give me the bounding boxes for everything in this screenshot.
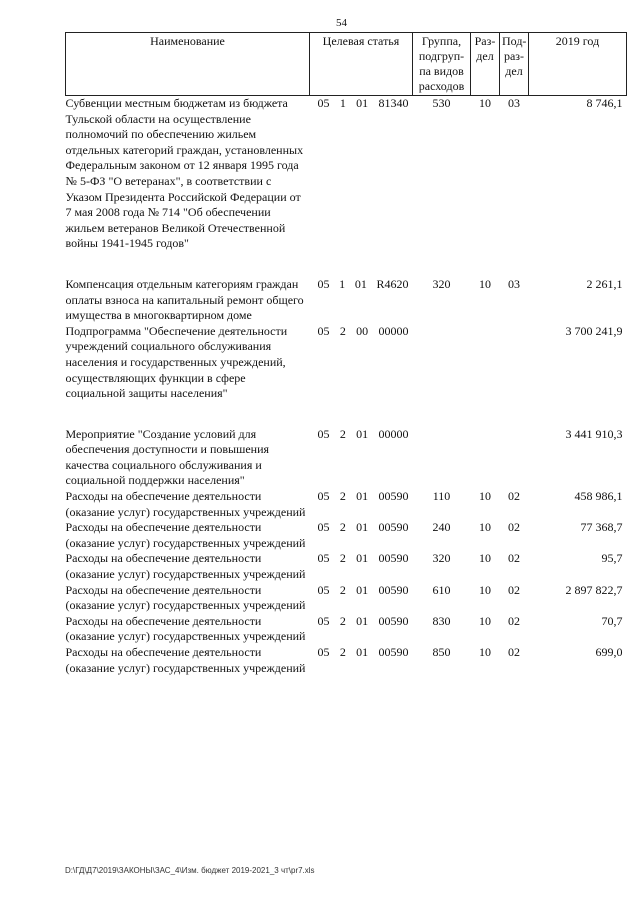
target-article-parts bbox=[312, 614, 411, 630]
row-expense-group: 240 bbox=[432, 520, 451, 535]
target-article-part: R4620 bbox=[376, 276, 409, 291]
row-section: 10 bbox=[479, 613, 491, 628]
target-article-parts bbox=[312, 551, 411, 567]
budget-table bbox=[65, 32, 627, 676]
row-expense-group: 830 bbox=[432, 613, 451, 628]
target-article-parts bbox=[312, 645, 411, 661]
row-section: 10 bbox=[479, 276, 491, 291]
row-name: Субвенции местным бюджетам из бюджета Тульской области на осуществление полномочий по обеспечению жильем отдельных категорий граждан, установленных Федеральным законом от 12 января 1995 года № 5-ФЗ "О ветеранах", в соответствии с Указом Президента Российской Федерации от 7 мая 2008 года № 714 "Об обеспечении жильем ветеранов Великой Отечественной войны 1941-1945 годов" bbox=[65, 96, 304, 251]
row-amount-2019: 8 746,1 bbox=[586, 96, 623, 110]
table-row bbox=[66, 489, 627, 520]
target-article-part: 00590 bbox=[378, 582, 409, 597]
row-amount-2019: 3 441 910,3 bbox=[565, 426, 623, 441]
row-amount-2019: 699,0 bbox=[595, 645, 623, 659]
target-article-part: 00000 bbox=[378, 426, 409, 441]
header-line: дел bbox=[505, 64, 523, 78]
target-article-part: 05 bbox=[317, 520, 330, 535]
target-article-part: 00590 bbox=[378, 613, 409, 628]
target-article-part: 01 bbox=[356, 613, 369, 628]
row-subsection: 02 bbox=[508, 645, 520, 659]
table-row bbox=[66, 583, 627, 614]
row-name: Мероприятие "Создание условий для обеспечения доступности и повышения качества социального обслуживания и социальной поддержки населения" bbox=[65, 426, 270, 488]
row-amount-2019: 95,7 bbox=[601, 551, 623, 566]
row-name: Расходы на обеспечение деятельности (оказание услуг) государственных учреждений bbox=[65, 613, 306, 644]
row-expense-group bbox=[413, 324, 471, 427]
target-article-part: 05 bbox=[317, 323, 330, 338]
row-target-article bbox=[310, 520, 413, 551]
target-article-part: 01 bbox=[356, 96, 369, 110]
row-target-article bbox=[310, 551, 413, 582]
header-year: 2019 год bbox=[529, 33, 627, 96]
target-article-part: 2 bbox=[339, 520, 346, 535]
target-article-parts bbox=[312, 489, 411, 505]
table-row bbox=[66, 645, 627, 676]
table-row bbox=[66, 427, 627, 489]
row-section: 10 bbox=[479, 520, 491, 535]
target-article-part: 00000 bbox=[378, 323, 409, 338]
table-row bbox=[66, 324, 627, 427]
row-target-article bbox=[310, 324, 413, 427]
target-article-part: 01 bbox=[354, 276, 367, 291]
target-article-part: 05 bbox=[317, 426, 330, 441]
row-amount-2019: 2 897 822,7 bbox=[565, 582, 623, 597]
target-article-part: 05 bbox=[317, 551, 330, 566]
target-article-parts bbox=[312, 324, 411, 340]
target-article-parts bbox=[312, 96, 411, 112]
header-subsection bbox=[500, 33, 529, 96]
target-article-part: 05 bbox=[317, 489, 330, 504]
row-subsection: 02 bbox=[508, 582, 520, 597]
target-article-part: 01 bbox=[356, 489, 369, 504]
header-line: дел bbox=[476, 49, 494, 63]
target-article-part: 00590 bbox=[378, 489, 409, 504]
target-article-part: 00590 bbox=[378, 551, 409, 566]
row-section: 10 bbox=[479, 489, 491, 504]
row-target-article bbox=[310, 645, 413, 676]
target-article-part: 01 bbox=[356, 551, 369, 566]
row-section bbox=[471, 427, 500, 489]
row-amount-2019: 2 261,1 bbox=[586, 276, 623, 291]
row-target-article bbox=[310, 427, 413, 489]
target-article-part: 00 bbox=[356, 323, 369, 338]
row-target-article bbox=[310, 583, 413, 614]
row-name: Расходы на обеспечение деятельности (оказание услуг) государственных учреждений bbox=[65, 520, 306, 550]
row-amount-2019: 77 368,7 bbox=[580, 520, 623, 535]
row-subsection bbox=[500, 427, 529, 489]
target-article-part: 2 bbox=[339, 489, 346, 504]
target-article-part: 1 bbox=[339, 276, 346, 291]
table-row bbox=[66, 96, 627, 277]
row-section: 10 bbox=[479, 645, 491, 659]
row-subsection: 02 bbox=[508, 489, 520, 504]
target-article-part: 05 bbox=[317, 613, 330, 628]
header-line: па видов bbox=[419, 64, 464, 78]
row-subsection: 02 bbox=[508, 551, 520, 566]
target-article-part: 00590 bbox=[378, 645, 409, 659]
row-name: Расходы на обеспечение деятельности (оказание услуг) государственных учреждений bbox=[65, 645, 306, 675]
target-article-part: 2 bbox=[339, 551, 346, 566]
target-article-part: 1 bbox=[339, 96, 346, 110]
row-amount-2019: 3 700 241,9 bbox=[565, 323, 623, 338]
target-article-part: 2 bbox=[339, 323, 346, 338]
target-article-part: 2 bbox=[339, 426, 346, 441]
row-subsection: 02 bbox=[508, 520, 520, 535]
page-number: 54 bbox=[336, 17, 347, 29]
target-article-part: 81340 bbox=[378, 96, 409, 110]
target-article-part: 05 bbox=[317, 96, 330, 110]
header-line: раз- bbox=[503, 49, 525, 63]
header-line: Под- bbox=[502, 34, 527, 48]
row-section: 10 bbox=[479, 96, 491, 110]
row-subsection: 03 bbox=[508, 96, 520, 110]
row-amount-2019: 458 986,1 bbox=[574, 489, 623, 504]
row-amount-2019: 70,7 bbox=[601, 613, 623, 628]
row-expense-group: 320 bbox=[432, 276, 451, 291]
row-section: 10 bbox=[479, 551, 491, 566]
header-line: Раз- bbox=[474, 34, 496, 48]
table-header-row bbox=[66, 33, 627, 96]
target-article-parts bbox=[312, 583, 411, 599]
row-target-article bbox=[310, 277, 413, 324]
row-name: Подпрограмма "Обеспечение деятельности учреждений социального обслуживания населения и государственных учреждений, осуществляющих функции в сфере социальной защиты населения" bbox=[65, 323, 288, 401]
target-article-part: 01 bbox=[356, 645, 369, 659]
row-section bbox=[471, 324, 500, 427]
row-subsection bbox=[500, 324, 529, 427]
row-subsection: 03 bbox=[508, 276, 520, 291]
header-line: подгруп- bbox=[418, 49, 465, 63]
row-name: Расходы на обеспечение деятельности (оказание услуг) государственных учреждений bbox=[65, 489, 306, 519]
footer-file-path: D:\ГД\Д7\2019\ЗАКОНЫ\ЗАС_4\Изм. бюджет 2019-2021_3 чт\pr7.xls bbox=[65, 866, 315, 875]
row-target-article bbox=[310, 96, 413, 277]
header-line: Группа, bbox=[421, 34, 462, 48]
row-expense-group: 320 bbox=[432, 551, 451, 566]
target-article-part: 2 bbox=[339, 582, 346, 597]
target-article-part: 05 bbox=[317, 645, 330, 659]
target-article-part: 01 bbox=[356, 426, 369, 441]
target-article-part: 00590 bbox=[378, 520, 409, 535]
row-expense-group bbox=[413, 427, 471, 489]
target-article-parts bbox=[312, 277, 411, 293]
header-target-article: Целевая статья bbox=[310, 33, 413, 96]
header-name: Наименование bbox=[66, 33, 310, 96]
table-row bbox=[66, 551, 627, 582]
row-target-article bbox=[310, 614, 413, 645]
target-article-part: 05 bbox=[317, 276, 330, 291]
table-row bbox=[66, 520, 627, 551]
row-expense-group: 850 bbox=[432, 645, 451, 659]
target-article-part: 01 bbox=[356, 520, 369, 535]
table-row bbox=[66, 614, 627, 645]
row-expense-group: 610 bbox=[432, 582, 451, 597]
target-article-part: 2 bbox=[339, 613, 346, 628]
target-article-part: 05 bbox=[317, 582, 330, 597]
row-name: Компенсация отдельным категориям граждан оплаты взноса на капитальный ремонт общего имущества в многоквартирном доме bbox=[65, 276, 304, 323]
target-article-parts bbox=[312, 520, 411, 536]
header-line: расходов bbox=[418, 79, 465, 93]
target-article-part: 2 bbox=[339, 645, 346, 659]
header-section bbox=[471, 33, 500, 96]
row-section: 10 bbox=[479, 582, 491, 597]
table-row bbox=[66, 277, 627, 324]
row-expense-group: 530 bbox=[432, 96, 451, 110]
header-expense-group bbox=[413, 33, 471, 96]
budget-table-sheet bbox=[65, 32, 626, 676]
row-target-article bbox=[310, 489, 413, 520]
target-article-part: 01 bbox=[356, 582, 369, 597]
row-expense-group: 110 bbox=[432, 489, 451, 504]
row-subsection: 02 bbox=[508, 613, 520, 628]
target-article-parts bbox=[312, 427, 411, 443]
row-name: Расходы на обеспечение деятельности (оказание услуг) государственных учреждений bbox=[65, 551, 306, 582]
row-name: Расходы на обеспечение деятельности (оказание услуг) государственных учреждений bbox=[65, 582, 306, 613]
